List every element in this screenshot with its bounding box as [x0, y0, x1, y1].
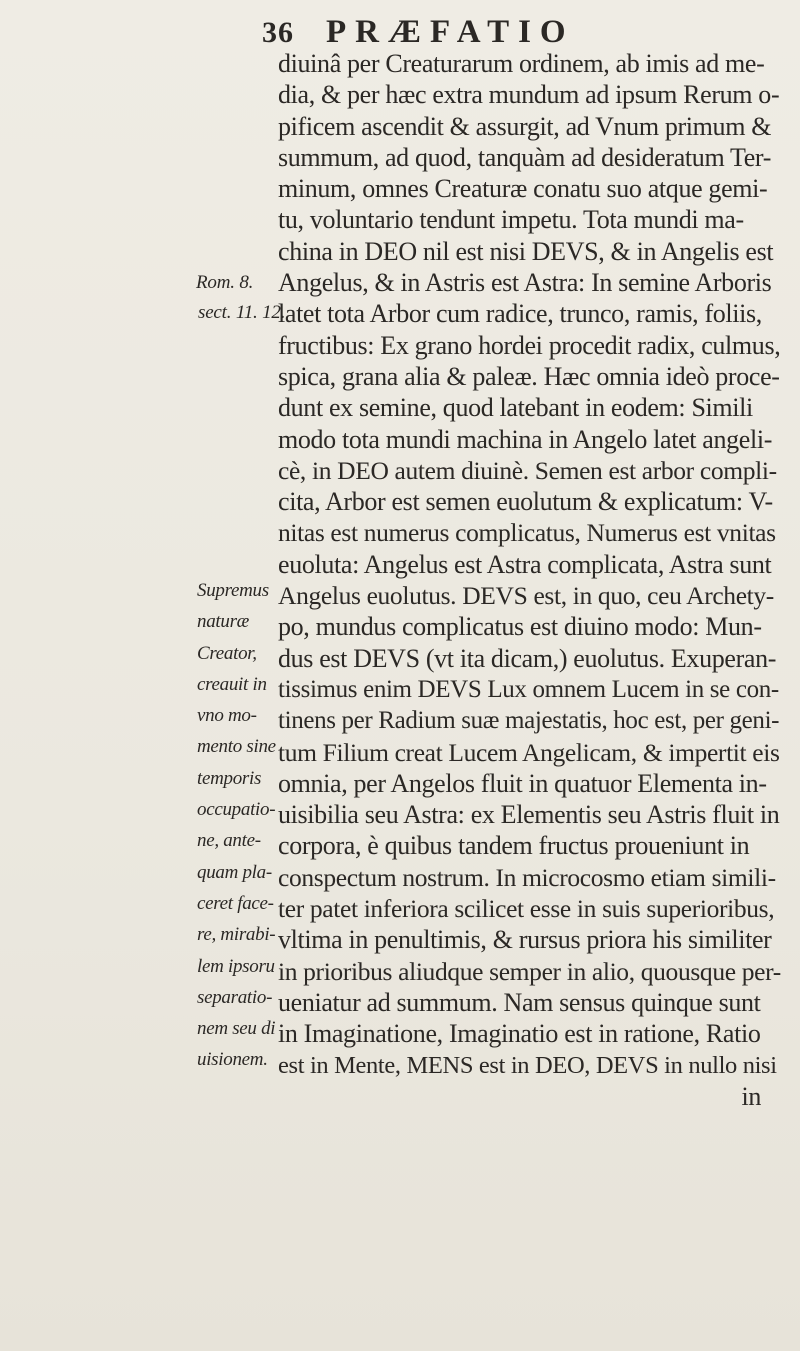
text-line: latet tota Arbor cum radice, trunco, ramis, foliis,: [278, 299, 762, 329]
text-line: dus est DEVS (vt ita dicam,) euolutus. Exuperan-: [278, 643, 777, 673]
margin-ref-romans: Rom. 8.: [196, 272, 254, 293]
text-line: dunt ex semine, quod latebant in eodem: Simili: [278, 393, 753, 423]
text-line: summum, ad quod, tanquàm ad desideratum Ter-: [278, 142, 771, 172]
text-line: cita, Arbor est semen euolutum & explicatum: V-: [278, 487, 773, 517]
text-line: ter patet inferiora scilicet esse in suis superioribus,: [278, 894, 775, 924]
text-line: modo tota mundi machina in Angelo latet angeli-: [278, 424, 773, 454]
text-line: tinens per Radium suæ majestatis, hoc est, per geni-: [278, 707, 780, 735]
text-line: Angelus euolutus. DEVS est, in quo, ceu Archety-: [278, 581, 774, 611]
side-note-line: vno mo-: [197, 705, 257, 727]
text-line: dia, & per hæc extra mundum ad ipsum Rerum o-: [278, 80, 780, 110]
text-line: cè, in DEO autem diuinè. Semen est arbor compli-: [278, 455, 777, 485]
text-line: tu, voluntario tendunt impetu. Tota mundi ma-: [278, 205, 744, 235]
side-note-line: ceret face-: [197, 892, 274, 914]
marginal-side-note: [197, 575, 276, 1076]
side-note-line: re, mirabi-: [197, 924, 276, 946]
text-line: Angelus, & in Astris est Astra: In semine Arboris: [278, 268, 772, 298]
text-line: minum, omnes Creaturæ conatu suo atque gemi-: [278, 174, 768, 204]
text-line: nitas est numerus complicatus, Numerus est vnitas: [278, 518, 776, 548]
side-note-line: naturæ: [197, 611, 250, 633]
side-note-line: separatio-: [197, 986, 273, 1008]
running-title: PRÆFATIO: [326, 14, 575, 50]
text-line: vltima in penultimis, & rursus priora his similiter: [278, 925, 772, 955]
side-note-line: ne, ante-: [197, 830, 261, 852]
text-line: tissimus enim DEVS Lux omnem Lucem in se con-: [278, 675, 779, 703]
side-note-line: uisionem.: [197, 1049, 268, 1071]
side-note-line: Supremus: [197, 580, 269, 601]
text-line: omnia, per Angelos fluit in quatuor Elementa in-: [278, 768, 767, 798]
text-line: uisibilia seu Astra: ex Elementis seu Astris fluit in: [278, 800, 780, 830]
side-note-line: occupatio-: [197, 799, 276, 821]
text-line: in Imaginatione, Imaginatio est in ratione, Ratio: [278, 1019, 761, 1049]
text-line: pificem ascendit & assurgit, ad Vnum primum &: [278, 111, 772, 141]
margin-ref-section: sect. 11. 12.: [198, 302, 286, 323]
text-line: corpora, è quibus tandem fructus proueniunt in: [278, 831, 750, 861]
text-line: china in DEO nil est nisi DEVS, & in Angelis est: [278, 236, 774, 266]
text-line: euoluta: Angelus est Astra complicata, Astra sunt: [278, 549, 772, 579]
text-line: fructibus: Ex grano hordei procedit radix, culmus,: [278, 330, 781, 360]
side-note-line: nem seu di: [197, 1018, 276, 1040]
text-line: in prioribus aliudque semper in alio, quousque per-: [278, 956, 781, 986]
side-note-line: quam pla-: [197, 861, 272, 883]
catchword: in: [741, 1081, 761, 1111]
text-line: est in Mente, MENS est in DEO, DEVS in nullo nisi: [278, 1051, 777, 1079]
side-note-line: creauit in: [197, 673, 267, 695]
side-note-line: Creator,: [197, 642, 257, 664]
text-line: ueniatur ad summum. Nam sensus quinque sunt: [278, 987, 761, 1017]
text-line: spica, grana alia & paleæ. Hæc omnia ideò proce-: [278, 361, 780, 391]
text-line: po, mundus complicatus est diuino modo: Mun-: [278, 612, 762, 642]
side-note-line: temporis: [197, 767, 262, 789]
side-note-line: lem ipsoru: [197, 955, 275, 977]
side-note-line: mento sine: [197, 736, 276, 758]
text-line: diuinâ per Creaturarum ordinem, ab imis ad me-: [278, 49, 765, 78]
main-text-block: [278, 48, 783, 1112]
page-number: 36: [262, 16, 294, 49]
text-line: conspectum nostrum. In microcosmo etiam simili-: [278, 862, 776, 892]
text-line: tum Filium creat Lucem Angelicam, & impertit eis: [278, 737, 780, 767]
